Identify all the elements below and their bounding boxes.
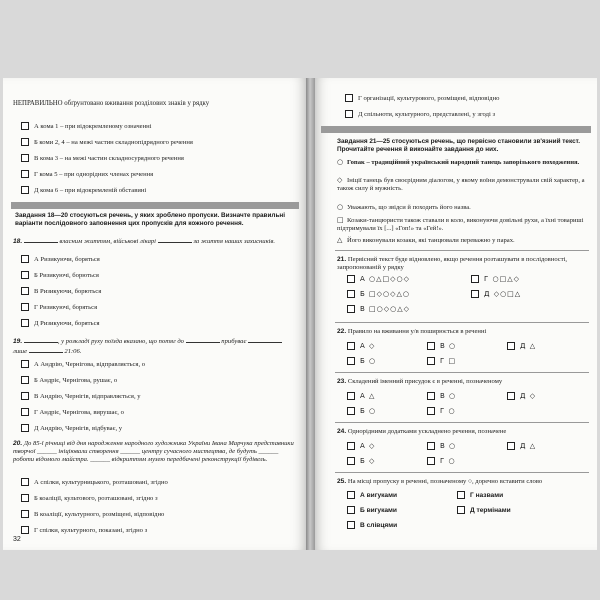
task17-option-a[interactable]: А кома 1 – при відокремленому означенні — [21, 122, 152, 132]
checkbox[interactable] — [347, 521, 355, 529]
checkbox[interactable] — [427, 392, 435, 400]
q20-stem: 20. До 85-ї річниці від дня народження народного художника України Івана Марчука представники творчої ______ ініціювали створення ______ центру сучасного мистецтва, де будуть ______ роботи відомого майстра. ______ відкриттям музею передбачені реконструкції будівель. — [13, 440, 294, 463]
checkbox[interactable] — [21, 271, 29, 279]
triangle-icon: △ — [337, 236, 343, 244]
checkbox[interactable] — [457, 506, 465, 514]
checkbox[interactable] — [21, 424, 29, 432]
circle-icon: ○ — [337, 203, 344, 211]
checkbox[interactable] — [21, 154, 29, 162]
divider — [335, 472, 589, 473]
sentence-diamond: ◇ Ініції танець був своєрідним діалогом, у якому воїни демонстрували свій характер, а також силу й мужність. — [337, 176, 585, 192]
q24-option-a[interactable]: А ◇ — [347, 441, 375, 451]
book-gutter — [306, 78, 315, 550]
checkbox[interactable] — [21, 376, 29, 384]
task17-option-e[interactable]: Д кома 6 – при відокремленій обставині — [21, 186, 146, 196]
q24-option-c[interactable]: В ○ — [427, 441, 456, 451]
sentence-triangle: △ Його виконували козаки, які танцювали переважно у парах. — [337, 236, 515, 244]
checkbox[interactable] — [347, 491, 355, 499]
q18-option-a[interactable]: А Ризикуючи, боряться — [21, 255, 100, 265]
q21-option-a[interactable]: А ○△□◇○◇ — [347, 274, 410, 284]
checkbox[interactable] — [21, 122, 29, 130]
divider — [335, 372, 589, 373]
q21-option-d[interactable]: Г ○□△◇ — [471, 274, 520, 284]
intro-21-25: Завдання 21—25 стосуються речень, що первісно становили зв'язний текст. Прочитайте речення й виконайте завдання до них. — [337, 138, 580, 153]
q23-stem: 23. Складений іменний присудок є в реченні, позначеному — [337, 378, 503, 385]
circle-icon: ○ — [337, 158, 344, 166]
q18-option-c[interactable]: В Ризикуючи, борються — [21, 287, 101, 297]
q22-stem: 22. Правило на вживання у/в поширюється в реченні — [337, 328, 487, 335]
checkbox[interactable] — [21, 478, 29, 486]
checkbox[interactable] — [347, 457, 355, 465]
q18-number: 18. — [13, 238, 23, 245]
checkbox[interactable] — [21, 392, 29, 400]
q20-option-g[interactable]: Г організації, культурового, розміщені, відповідно — [345, 94, 499, 104]
right-page — [315, 78, 597, 550]
checkbox[interactable] — [21, 186, 29, 194]
q24-option-b[interactable]: Б ◇ — [347, 456, 375, 466]
sentence-circle: ○ Гопак – традиційний український народний танець запорізького походження. — [337, 158, 580, 166]
section-divider — [321, 126, 591, 133]
divider — [335, 422, 589, 423]
checkbox[interactable] — [471, 290, 479, 298]
checkbox[interactable] — [21, 510, 29, 518]
checkbox[interactable] — [347, 392, 355, 400]
checkbox[interactable] — [345, 94, 353, 102]
q20-number: 20. — [13, 440, 23, 447]
q19-option-c[interactable]: В Андрію, Чернігів, відправляється, у — [21, 392, 141, 402]
q19-option-d[interactable]: Г Андріє, Чернігова, вирушає, о — [21, 408, 124, 418]
sentence-square: □ Козаки-танцюристи також ставали в коло, виконуючи довільні рухи, а їхні товариші підтримували їх [...] «Гоп!» та «Гей!». — [337, 216, 584, 232]
q20-option-d[interactable]: Г спілки, культурного, показані, згідно з — [21, 526, 147, 536]
square-icon: □ — [337, 216, 344, 224]
checkbox[interactable] — [21, 526, 29, 534]
q24-option-e[interactable]: Д △ — [507, 441, 536, 451]
checkbox[interactable] — [507, 442, 515, 450]
checkbox[interactable] — [457, 491, 465, 499]
q24-stem: 24. Однорідними додатками ускладнено речення, позначене — [337, 428, 507, 435]
q18-option-d[interactable]: Г Ризикуючі, боряться — [21, 303, 97, 313]
checkbox[interactable] — [21, 303, 29, 311]
q19-option-b[interactable]: Б Андріє, Чернігова, рушає, о — [21, 376, 117, 386]
section-divider — [11, 202, 299, 209]
q21-stem: 21. Первісний текст буде відновлено, якщо речення розташувати в послідовності, запропонованій у рядку — [337, 256, 568, 271]
q25-option-c[interactable]: В слівцями — [347, 521, 397, 531]
q22-option-d[interactable]: Г □ — [427, 356, 456, 366]
checkbox[interactable] — [347, 506, 355, 514]
checkbox[interactable] — [347, 342, 355, 350]
q25-option-d[interactable]: Г назвами — [457, 491, 503, 501]
checkbox[interactable] — [21, 170, 29, 178]
q22-option-c[interactable]: В ○ — [427, 341, 456, 351]
q25-option-e[interactable]: Д термінами — [457, 506, 511, 516]
checkbox[interactable] — [427, 442, 435, 450]
q19-stem: 19. , у розкладі руху поїзда вказано, що потяг до прибуває лише 21:06. — [13, 336, 297, 356]
q25-option-b[interactable]: Б вигуками — [347, 506, 397, 516]
checkbox[interactable] — [347, 407, 355, 415]
divider — [335, 322, 589, 323]
checkbox[interactable] — [347, 290, 355, 298]
q18-option-e[interactable]: Д Ризикуючи, боряться — [21, 319, 100, 329]
q22-option-b[interactable]: Б ○ — [347, 356, 376, 366]
checkbox[interactable] — [21, 408, 29, 416]
q25-stem: 25. На місці пропуску в реченні, позначеному ○, доречно вставити слово — [337, 478, 543, 485]
checkbox[interactable] — [21, 360, 29, 368]
checkbox[interactable] — [347, 442, 355, 450]
checkbox[interactable] — [427, 357, 435, 365]
task17-title: НЕПРАВИЛЬНО обґрунтовано вживання розділових знаків у рядку — [13, 100, 210, 107]
q21-option-b[interactable]: Б □◇○◇△○ — [347, 289, 410, 299]
q23-option-e[interactable]: Д ◇ — [507, 391, 536, 401]
q22-option-e[interactable]: Д △ — [507, 341, 536, 351]
diamond-icon: ◇ — [337, 176, 343, 184]
q25-option-a[interactable]: А вигуками — [347, 491, 397, 501]
checkbox[interactable] — [427, 342, 435, 350]
q23-option-d[interactable]: Г ○ — [427, 406, 456, 416]
checkbox[interactable] — [21, 319, 29, 327]
q24-option-d[interactable]: Г ○ — [427, 456, 456, 466]
q19-option-e[interactable]: Д Андрію, Чернігів, відбуває, у — [21, 424, 122, 434]
q23-option-a[interactable]: А △ — [347, 391, 375, 401]
q23-option-c[interactable]: В ○ — [427, 391, 456, 401]
q21-option-e[interactable]: Д ◇○□△ — [471, 289, 521, 299]
checkbox[interactable] — [21, 494, 29, 502]
task17-option-d[interactable]: Г кома 5 – при однорідних членах речення — [21, 170, 153, 180]
page-number: 32 — [13, 536, 21, 543]
checkbox[interactable] — [347, 275, 355, 283]
q22-option-a[interactable]: А ◇ — [347, 341, 375, 351]
sentence-circle-2: ○ Уважають, що звідси й походить його назва. — [337, 203, 471, 211]
checkbox[interactable] — [507, 392, 515, 400]
checkbox[interactable] — [345, 110, 353, 118]
q20-option-c[interactable]: В коаліції, культурного, розміщені, відповідно — [21, 510, 164, 520]
checkbox[interactable] — [21, 255, 29, 263]
q19-option-a[interactable]: А Андрію, Чернігова, відправляється, о — [21, 360, 145, 370]
checkbox[interactable] — [427, 407, 435, 415]
checkbox[interactable] — [21, 287, 29, 295]
q19-number: 19. — [13, 338, 23, 345]
checkbox[interactable] — [21, 138, 29, 146]
task17-option-b[interactable]: Б коми 2, 4 – на межі частин складнопідрядного речення — [21, 138, 193, 148]
q20-option-a[interactable]: А спілки, культурницького, розташовані, згідно — [21, 478, 168, 488]
task17-option-c[interactable]: В кома 3 – на межі частин складносурядного речення — [21, 154, 184, 164]
q18-stem: 18. власним життям, військові лікарі за життя наших захисників. — [13, 238, 276, 245]
checkbox[interactable] — [427, 457, 435, 465]
checkbox[interactable] — [347, 305, 355, 313]
checkbox[interactable] — [347, 357, 355, 365]
checkbox[interactable] — [507, 342, 515, 350]
q23-option-b[interactable]: Б ○ — [347, 406, 376, 416]
checkbox[interactable] — [471, 275, 479, 283]
q21-option-c[interactable]: В □○◇○△◇ — [347, 304, 410, 314]
intro-18-20: Завдання 18—20 стосуються речень, у яких зроблено пропуски. Визначте правильні варіанти послідовного заповнення цих пропусків для кожного речення. — [15, 212, 286, 227]
q20-option-b[interactable]: Б коаліції, культового, розташовані, згідно з — [21, 494, 158, 504]
divider — [335, 250, 589, 251]
q20-option-h[interactable]: Д спільноти, культурного, представлені, у згоді з — [345, 110, 495, 120]
q18-option-b[interactable]: Б Ризикуючі, борються — [21, 271, 99, 281]
left-page — [3, 78, 306, 550]
